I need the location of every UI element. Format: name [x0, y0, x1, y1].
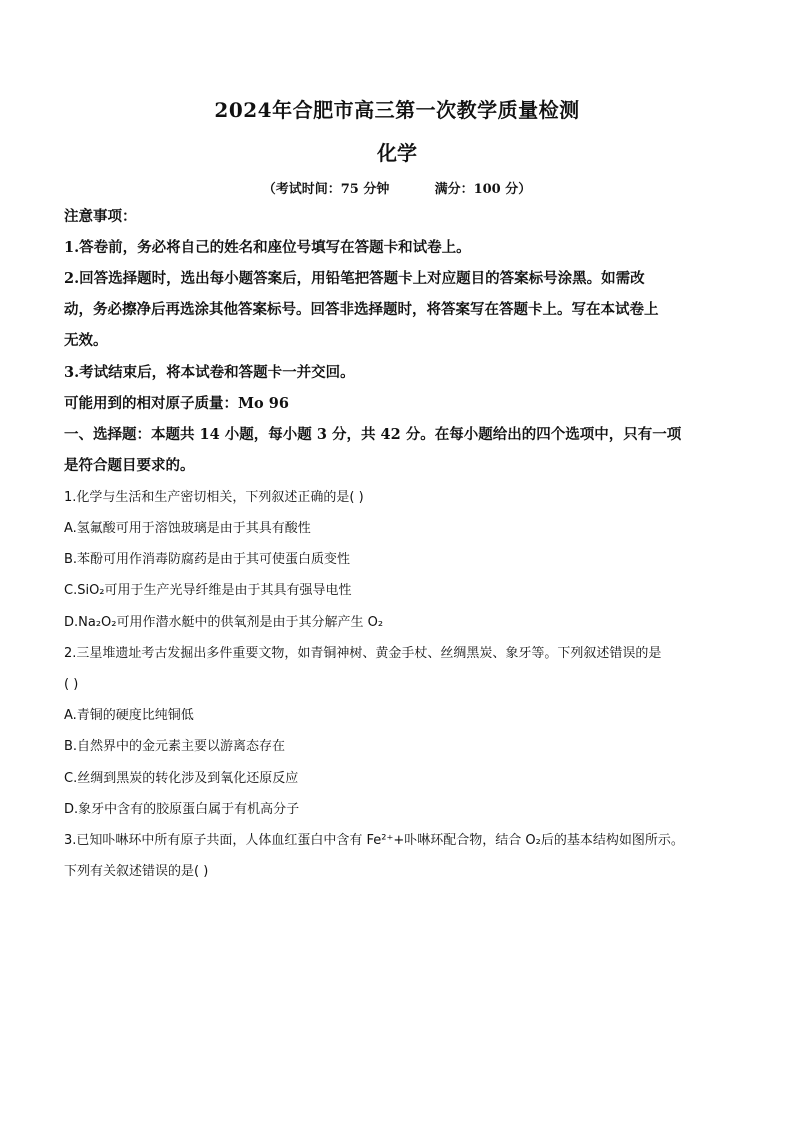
question-2-option-c: C.丝绸到黑炭的转化涉及到氧化还原反应	[64, 771, 299, 786]
notice-item: 1.答卷前，务必将自己的姓名和座位号填写在答题卡和试卷上。	[64, 239, 471, 256]
question-2-option-a: A.青铜的硬度比纯铜低	[64, 708, 194, 723]
question-2-stem: 2.三星堆遗址考古发掘出多件重要文物，如青铜神树、黄金手杖、丝绸黑炭、象牙等。下列叙述错误的是	[64, 646, 662, 661]
notice-heading: 注意事项：	[64, 208, 137, 225]
notice-item: 无效。	[64, 332, 108, 349]
question-1-option-d: D.Na₂O₂可用作潜水艇中的供氧剂是由于其分解产生 O₂	[64, 615, 384, 630]
question-1-stem: 1.化学与生活和生产密切相关，下列叙述正确的是( )	[64, 490, 364, 505]
section-heading-cont: 是符合题目要求的。	[64, 457, 195, 474]
question-1-option-c: C.SiO₂可用于生产光导纤维是由于其具有强导电性	[64, 583, 352, 598]
notice-item: 3.考试结束后，将本试卷和答题卡一并交回。	[64, 364, 355, 381]
exam-title: 2024年合肥市高三第一次教学质量检测	[214, 98, 580, 122]
notice-item: 动，务必擦净后再选涂其他答案标号。回答非选择题时，将答案写在答题卡上。写在本试卷上	[64, 301, 659, 318]
question-2-option-b: B.自然界中的金元素主要以游离态存在	[64, 739, 286, 754]
question-3-stem-cont: 下列有关叙述错误的是( )	[64, 864, 209, 879]
exam-meta: （考试时间：75 分钟 满分：100 分）	[262, 182, 532, 197]
atomic-mass-note: 可能用到的相对原子质量：Mo 96	[64, 395, 289, 412]
question-1-option-b: B.苯酚可用作消毒防腐药是由于其可使蛋白质变性	[64, 552, 351, 567]
notice-item: 2.回答选择题时，选出每小题答案后，用铅笔把答题卡上对应题目的答案标号涂黑。如需改	[64, 270, 645, 287]
section-heading: 一、选择题：本题共 14 小题，每小题 3 分，共 42 分。在每小题给出的四个选项中，只有一项	[64, 426, 682, 443]
exam-subject: 化学	[377, 141, 417, 165]
question-2-option-d: D.象牙中含有的胶原蛋白属于有机高分子	[64, 802, 300, 817]
question-3-stem: 3.已知卟啉环中所有原子共面，人体血红蛋白中含有 Fe²⁺+卟啉环配合物，结合 O₂后的基本结构如图所示。	[64, 833, 684, 848]
question-2-stem-cont: ( )	[64, 677, 79, 692]
question-1-option-a: A.氢氟酸可用于溶蚀玻璃是由于其具有酸性	[64, 521, 311, 536]
